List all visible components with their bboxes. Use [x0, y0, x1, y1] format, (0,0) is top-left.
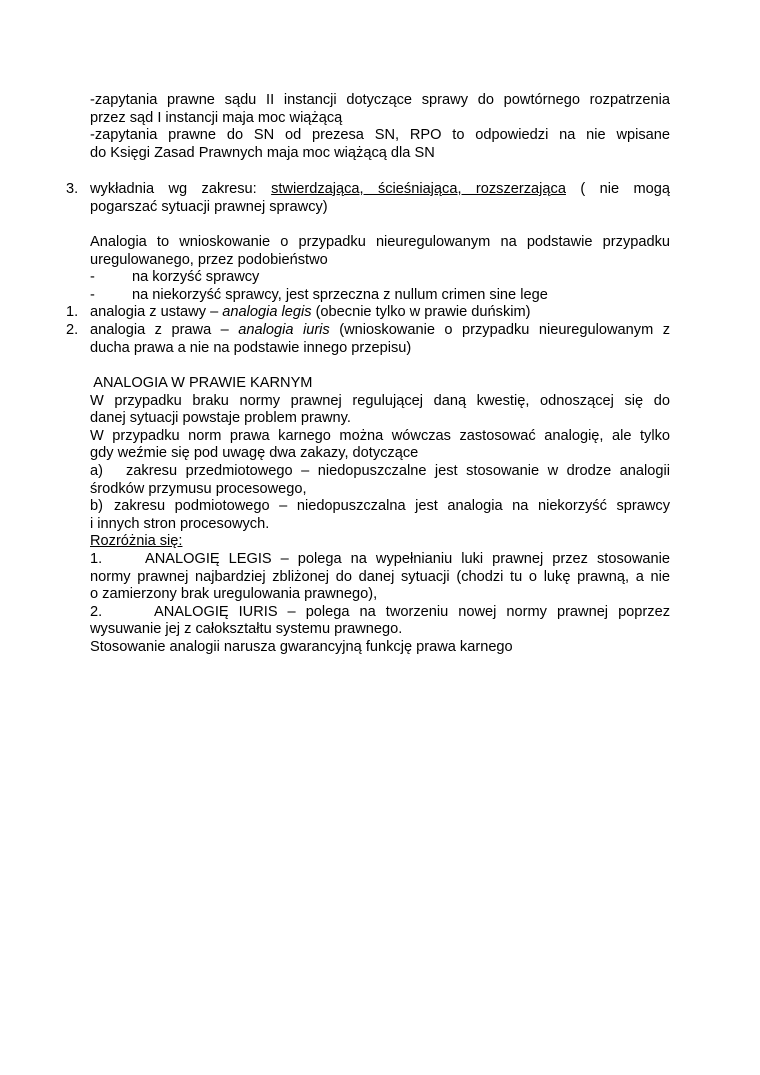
text-line: b) zakresu podmiotowego – niedopuszczalna jest analogia na niekorzyść sprawcy — [90, 498, 670, 515]
text-line: -zapytania prawne do SN od prezesa SN, RPO to odpowiedzi na nie wpisane — [90, 127, 670, 144]
text-line: wykładnia wg zakresu: stwierdzająca, ścieśniająca, rozszerzająca ( nie mogą — [90, 181, 670, 197]
list-label: 2. — [90, 603, 103, 620]
text-line: W przypadku braku normy prawnej regulującej daną kwestię, odnoszącej się do — [90, 392, 670, 409]
text-line: na niekorzyść sprawcy, jest sprzeczna z nullum crimen sine lege — [132, 287, 548, 303]
text-line: 2. ANALOGIĘ IURIS – polega na tworzeniu nowej normy prawnej poprzez — [90, 603, 670, 620]
italic-term: analogia legis — [222, 304, 312, 320]
paragraph-analogia — [90, 234, 670, 269]
text-line: 1. ANALOGIĘ LEGIS – polega na wypełnianiu luki prawnej przez stosowanie — [90, 550, 670, 567]
subheading-rozroznia: Rozróżnia się: — [90, 533, 183, 550]
text-line: normy prawnej najbardziej zbliżonej do danej sytuacji (chodzi tu o lukę prawną, a nie — [90, 568, 670, 585]
section-heading: ANALOGIA W PRAWIE KARNYM — [90, 375, 313, 391]
text-line: Stosowanie analogii narusza gwarancyjną funkcję prawa karnego — [90, 638, 513, 655]
text-line: i innych stron procesowych. — [90, 515, 270, 532]
text-line: analogia z ustawy – analogia legis (obecnie tylko w prawie duńskim) — [90, 304, 531, 320]
text-line: wysuwanie jej z całokształtu systemu prawnego. — [90, 621, 403, 638]
list-label: 1. — [90, 550, 103, 567]
list-label: b) — [90, 498, 103, 515]
list-number: 2. — [66, 322, 79, 338]
text-line: na korzyść sprawcy — [132, 269, 260, 285]
text-line: o zamierzony brak uregulowania prawnego), — [90, 586, 378, 603]
text-line: Analogia to wnioskowanie o przypadku nieuregulowanym na podstawie przypadku — [90, 234, 670, 250]
list-label: a) — [90, 462, 103, 479]
text-line: a) zakresu przedmiotowego – niedopuszczalne jest stosowanie w drodze analogii — [90, 462, 670, 479]
paragraph-zapytania — [90, 92, 670, 162]
text-line: -zapytania prawne sądu II instancji dotyczące sprawy do powtórnego rozpatrzenia — [90, 92, 670, 108]
text-line: przez sąd I instancji maja moc wiążącą — [90, 109, 343, 126]
section-prawo-karne — [90, 375, 670, 657]
italic-term: analogia iuris — [238, 322, 330, 338]
text-line: środków przymusu procesowego, — [90, 480, 307, 497]
text-line: ducha prawa a nie na podstawie innego przepisu) — [90, 339, 412, 356]
text-line: pogarszać sytuacji prawnej sprawcy) — [90, 198, 328, 215]
list-number: 3. — [66, 181, 79, 197]
dash-item: - na korzyść sprawcy — [90, 269, 260, 285]
text-line: do Księgi Zasad Prawnych maja moc wiążącą dla SN — [90, 144, 435, 161]
text-line: danej sytuacji powstaje problem prawny. — [90, 410, 351, 427]
dash-item: - na niekorzyść sprawcy, jest sprzeczna z nullum crimen sine lege — [90, 287, 548, 303]
text-line: gdy weźmie się pod uwagę dwa zakazy, dotyczące — [90, 445, 419, 462]
text-line: analogia z prawa – analogia iuris (wnioskowanie o przypadku nieuregulowanym z — [90, 322, 671, 338]
text-line: uregulowanego, przez podobieństwo — [90, 251, 328, 268]
underlined-text: stwierdzająca, ścieśniająca, rozszerzająca — [271, 181, 566, 197]
list-number: 1. — [66, 304, 79, 320]
text-line: W przypadku norm prawa karnego można wówczas zastosować analogię, ale tylko — [90, 427, 670, 444]
